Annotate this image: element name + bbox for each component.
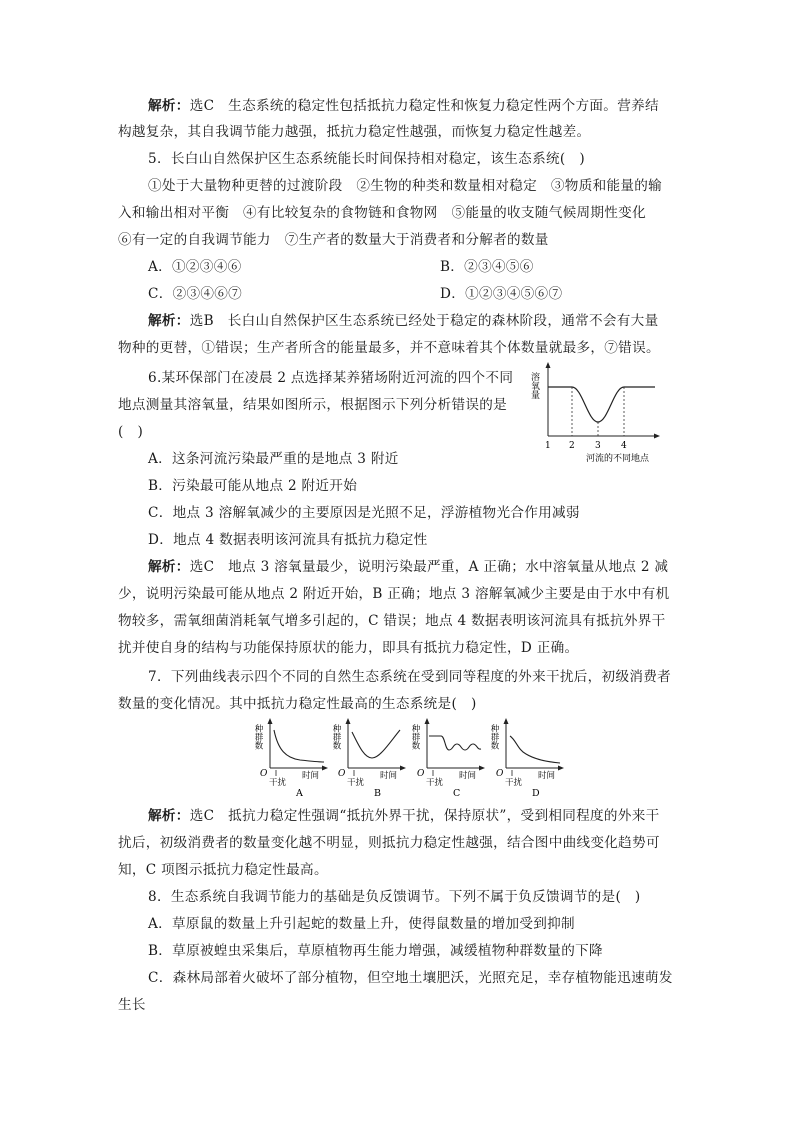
origin-label: O — [338, 769, 346, 779]
analysis-label: 解析： — [148, 313, 190, 329]
graph-letter: B — [374, 788, 381, 799]
q6-option-a: A．这条河流污染最严重的是地点 3 附近 — [148, 451, 399, 467]
q6-analysis-line4: 扰并使自身的结构与功能保持原状的能力，即具有抵抗力稳定性，D 正确。 — [118, 640, 579, 656]
time-label: 时间 — [380, 771, 398, 781]
q7-analysis-line3: 知，C 项图示抵抗力稳定性最高。 — [118, 862, 328, 878]
population-curve — [274, 730, 324, 762]
analysis-label: 解析： — [148, 559, 190, 575]
origin-label: O — [496, 769, 504, 779]
population-curve — [510, 736, 560, 763]
q6-option-c: C．地点 3 溶解氧减少的主要原因是光照不足，浮游植物光合作用减弱 — [148, 505, 580, 521]
q7-stem-line2: 数量的变化情况。其中抵抗力稳定性最高的生态系统是( ) — [118, 696, 477, 712]
q8-option-a: A．草原鼠的数量上升引起蛇的数量上升，使得鼠数量的增加受到抑制 — [148, 916, 575, 932]
q5-items-line3: ⑥有一定的自我调节能力 ⑦生产者的数量大于消费者和分解者的数量 — [118, 232, 549, 248]
q5-items-line2: 入和输出相对平衡 ④有比较复杂的食物链和食物网 ⑤能量的收支随气候周期性变化 — [118, 205, 646, 221]
q5-items-line1: ①处于大量物种更替的过渡阶段 ②生物的种类和数量相对稳定 ③物质和能量的输 — [148, 178, 663, 194]
y-axis-arrow — [268, 718, 273, 724]
q7-graph-a — [253, 716, 332, 799]
x-axis-arrow — [558, 766, 564, 771]
q4-analysis-line2: 构越复杂，其自我调节能力越强，抵抗力稳定性越强，而恢复力稳定性越差。 — [118, 124, 591, 140]
tick-label-2: 2 — [569, 441, 575, 451]
time-label: 时间 — [459, 771, 477, 781]
y-axis-label: 溶氧量 — [529, 372, 539, 399]
origin-label: O — [260, 769, 268, 779]
q5-stem: 5．长白山自然保护区生态系统能长时间保持相对稳定，该生态系统( ) — [148, 151, 585, 167]
y-axis-label: 种群数 — [331, 724, 341, 750]
disturb-label: 干扰 — [426, 778, 444, 788]
q5-option-b: B．②③④⑤⑥ — [440, 259, 534, 275]
analysis-label: 解析： — [148, 98, 190, 114]
y-axis-arrow — [504, 718, 509, 724]
q5-option-d: D．①②③④⑤⑥⑦ — [440, 286, 563, 302]
q8-stem: 8．生态系统自我调节能力的基础是负反馈调节。下列不属于负反馈调节的是( ) — [148, 889, 641, 905]
y-axis-arrow — [425, 718, 430, 724]
graph-letter: C — [453, 788, 461, 799]
y-axis-label: 种群数 — [253, 724, 263, 750]
analysis-text: 选B 长白山自然保护区生态系统已经处于稳定的森林阶段，通常不会有大量 — [189, 313, 659, 329]
q5-option-c: C．②③④⑥⑦ — [148, 286, 243, 302]
graph-letter: D — [532, 788, 540, 799]
disturb-label: 干扰 — [269, 778, 287, 788]
population-curve — [429, 736, 481, 750]
q7-graph-c — [410, 716, 489, 799]
x-axis-arrow — [400, 766, 406, 771]
time-label: 时间 — [538, 771, 556, 781]
oxygen-curve — [548, 387, 655, 422]
graph-letter: A — [296, 788, 303, 799]
q4-analysis-line1 — [148, 96, 659, 116]
q6-oxygen-graph — [530, 360, 670, 466]
population-curve — [352, 730, 400, 758]
analysis-text: 选C 生态系统的稳定性包括抵抗力稳定性和恢复力稳定性两个方面。营养结 — [189, 98, 659, 114]
tick-label-1: 1 — [545, 441, 551, 451]
q7-analysis-line2: 扰后，初级消费者的数量变化越不明显，则抵抗力稳定性越强，结合图中曲线变化趋势可 — [118, 835, 660, 851]
x-axis-arrow — [654, 434, 660, 439]
tick-label-4: 4 — [621, 441, 627, 451]
q6-analysis-line3: 物较多，需氧细菌消耗氧气增多引起的，C 错误；地点 4 数据表明该河流具有抵抗外界干 — [118, 613, 666, 629]
q5-analysis-line2: 物种的更替，①错误；生产者所含的能量最多，并不意味着其个体数量就最多，⑦错误。 — [118, 340, 660, 356]
disturb-label: 干扰 — [347, 778, 365, 788]
q6-option-d: D．地点 4 数据表明该河流具有抵抗力稳定性 — [148, 532, 428, 548]
q6-stem-line2: 地点测量其溶氧量，结果如图所示，根据图示下列分析错误的是 — [118, 397, 508, 413]
q8-option-c-line1: C．森林局部着火破坏了部分植物，但空地土壤肥沃，光照充足，幸存植物能迅速萌发 — [148, 970, 673, 986]
tick-label-3: 3 — [595, 441, 601, 451]
x-axis-label: 河流的不同地点 — [586, 454, 650, 464]
q6-option-b: B．污染最可能从地点 2 附近开始 — [148, 478, 358, 494]
q6-analysis-line1 — [148, 557, 668, 577]
y-axis-arrow — [346, 718, 351, 724]
y-axis-arrow — [546, 362, 551, 368]
q6-stem-line1: 6.某环保部门在凌晨 2 点选择某养猪场附近河流的四个不同 — [148, 370, 514, 386]
q6-stem-line3: ( ) — [118, 424, 144, 440]
x-axis-arrow — [322, 766, 328, 771]
analysis-text: 选C 地点 3 溶氧量最少，说明污染最严重，A 正确；水中溶氧量从地点 2 减 — [189, 559, 669, 575]
y-axis-label: 种群数 — [410, 724, 420, 750]
x-axis-arrow — [479, 766, 485, 771]
time-label: 时间 — [302, 771, 320, 781]
y-axis-label: 种群数 — [489, 724, 499, 750]
q7-graph-b — [331, 716, 410, 799]
q7-stem-line1: 7．下列曲线表示四个不同的自然生态系统在受到同等程度的外来干扰后，初级消费者 — [148, 669, 672, 685]
origin-label: O — [417, 769, 425, 779]
q7-analysis-line1 — [148, 806, 660, 826]
q8-option-b: B．草原被蝗虫采集后，草原植物再生能力增强，减缓植物种群数量的下降 — [148, 943, 603, 959]
q8-option-c-line2: 生长 — [118, 997, 146, 1013]
q5-option-a: A．①②③④⑥ — [148, 259, 242, 275]
analysis-label: 解析： — [148, 808, 190, 824]
q5-analysis-line1 — [148, 311, 658, 331]
analysis-text: 选C 抵抗力稳定性强调“抵抗外界干扰，保持原状”，受到相同程度的外来干 — [189, 808, 660, 824]
q7-graph-d — [489, 716, 568, 799]
q6-analysis-line2: 少，说明污染最可能从地点 2 附近开始，B 正确；地点 3 溶解氧减少主要是由于水中有机 — [118, 586, 670, 602]
disturb-label: 干扰 — [505, 778, 523, 788]
